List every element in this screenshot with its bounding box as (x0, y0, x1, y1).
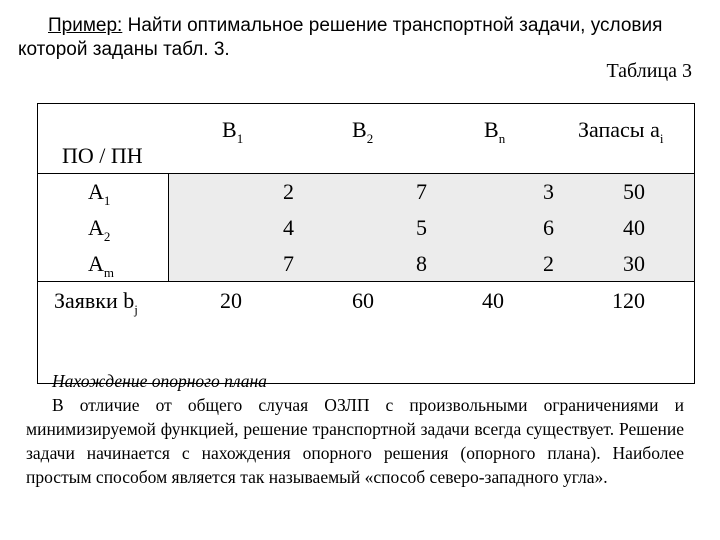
cost-am-bn: 2 (543, 251, 554, 276)
cost-a1-b2: 7 (416, 179, 427, 204)
explanation-paragraph (26, 369, 684, 489)
intro-line-2: которой заданы табл. 3. (18, 39, 230, 60)
demand-bn: 40 (482, 288, 504, 313)
row-label-a2: $A_2$ (88, 215, 111, 244)
table-caption: Таблица 3 (606, 60, 692, 82)
cost-a1-bn: 3 (543, 179, 554, 204)
demand-total: 120 (612, 288, 645, 313)
supply-a1: 50 (623, 179, 645, 204)
row-label-a1: $A_1$ (88, 179, 111, 208)
demand-b2: 60 (352, 288, 374, 313)
grid-line-top (37, 173, 695, 174)
demand-b1: 20 (220, 288, 242, 313)
row-label-am: $A_m$ (88, 251, 115, 280)
supply-a2: 40 (623, 215, 645, 240)
grid-line-bottom (37, 281, 695, 282)
example-label: Пример: (48, 15, 123, 36)
intro-task-text: Найти оптимальное решение транспортной задачи, условия (122, 15, 663, 36)
section-heading: Нахождение опорного плана (52, 371, 267, 391)
demand-label: Заявки $b_j$ (54, 288, 138, 317)
cost-a2-b2: 5 (416, 215, 427, 240)
corner-label: ПО / ПН (62, 143, 143, 168)
grid-line-left (168, 173, 169, 281)
body-text: В отличие от общего случая ОЗЛП с произвольными ограничениями и минимизируемой функцией, решение транспортной задачи всегда существует. Решение задачи начинается с нахождения опорного решения (опорного плана). Наиболее простым способом является так называемый «способ северо-западного угла». (26, 395, 684, 487)
cost-a1-b1: 2 (283, 179, 294, 204)
body-text-wrap (26, 393, 684, 489)
cost-a2-b1: 4 (283, 215, 294, 240)
intro-text (18, 14, 708, 62)
cost-am-b1: 7 (283, 251, 294, 276)
col-header-bn: $B_n$ (484, 117, 506, 146)
col-header-b2: $B_2$ (352, 117, 374, 146)
grid-line-right (694, 173, 695, 281)
supply-am: 30 (623, 251, 645, 276)
intro-line-1 (18, 14, 708, 38)
cost-am-b2: 8 (416, 251, 427, 276)
col-header-b1: $B_1$ (222, 117, 244, 146)
col-header-supply: Запасы $a_i$ (578, 117, 664, 146)
cost-a2-bn: 6 (543, 215, 554, 240)
